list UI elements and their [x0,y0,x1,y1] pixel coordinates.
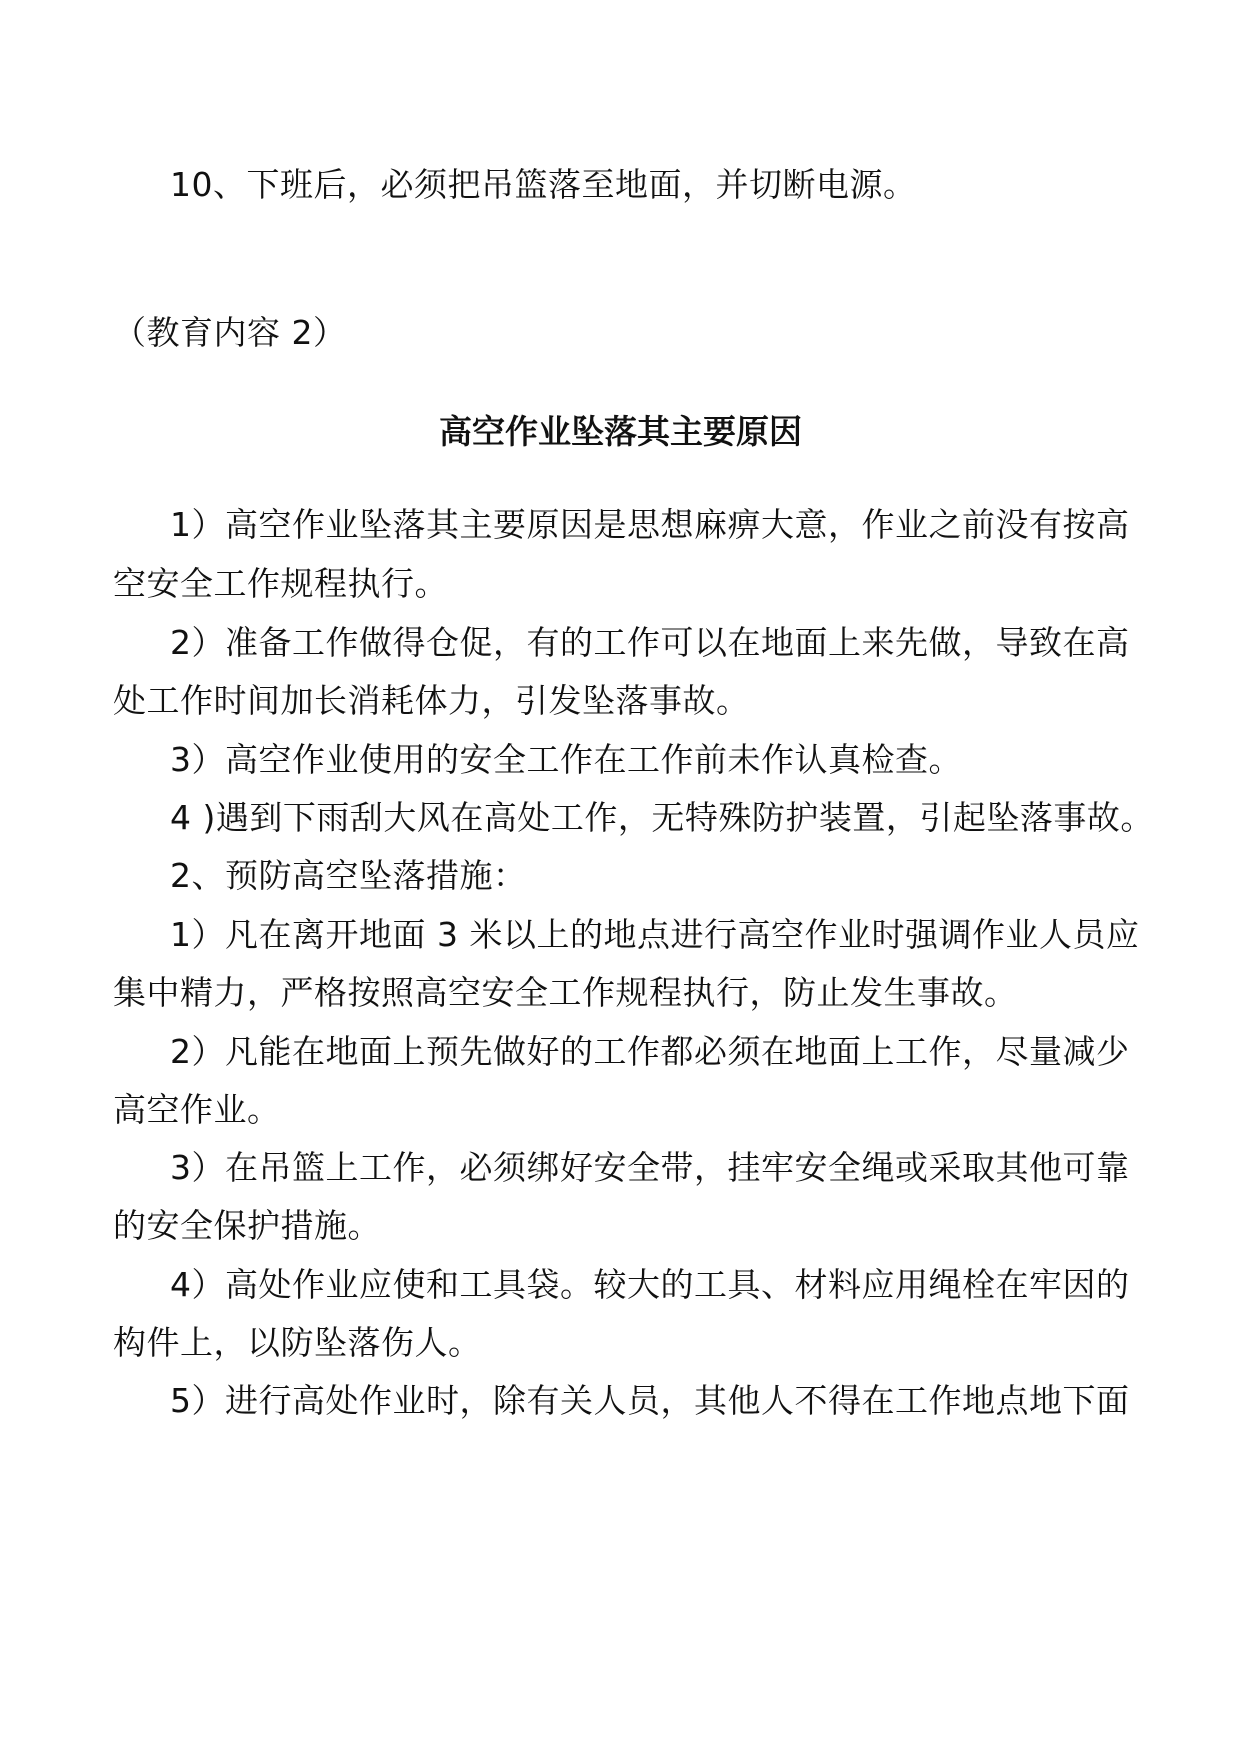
measure-2-line-2: 高空作业。 [113,1090,281,1129]
measure-4-line-1: 4）高处作业应使和工具袋。较大的工具、材料应用绳栓在牢因的 [170,1265,1130,1304]
measure-5-line-1: 5）进行高处作业时，除有关人员，其他人不得在工作地点地下面 [170,1381,1130,1420]
cause-2-line-2: 处工作时间加长消耗体力，引发坠落事故。 [113,681,750,720]
cause-2-line-1: 2）准备工作做得仓促，有的工作可以在地面上来先做，导致在高 [170,623,1130,662]
section-label: （教育内容 2） [113,313,347,352]
measure-1-line-1: 1）凡在离开地面 3 米以上的地点进行高空作业时强调作业人员应 [170,915,1140,954]
measure-4-line-2: 构件上，以防坠落伤人。 [113,1323,482,1362]
cause-4-line-1: 4 )遇到下雨刮大风在高处工作，无特殊防护装置，引起坠落事故。 [170,798,1154,837]
measure-3-line-1: 3）在吊篮上工作，必须绑好安全带，挂牢安全绳或采取其他可靠 [170,1148,1130,1187]
measure-3-line-2: 的安全保护措施。 [113,1206,381,1245]
measure-2-line-1: 2）凡能在地面上预先做好的工作都必须在地面上工作，尽量减少 [170,1032,1130,1071]
section-title: 高空作业坠落其主要原因 [439,412,802,451]
cause-1-line-2: 空安全工作规程执行。 [113,564,448,603]
prevention-heading: 2、预防高空坠落措施： [170,856,527,895]
cause-3-line-1: 3）高空作业使用的安全工作在工作前未作认真检查。 [170,740,962,779]
measure-1-line-2: 集中精力，严格按照高空安全工作规程执行，防止发生事故。 [113,973,1018,1012]
item-10-text: 10、下班后，必须把吊篮落至地面，并切断电源。 [170,165,917,204]
cause-1-line-1: 1）高空作业坠落其主要原因是思想麻痹大意，作业之前没有按高 [170,505,1130,544]
